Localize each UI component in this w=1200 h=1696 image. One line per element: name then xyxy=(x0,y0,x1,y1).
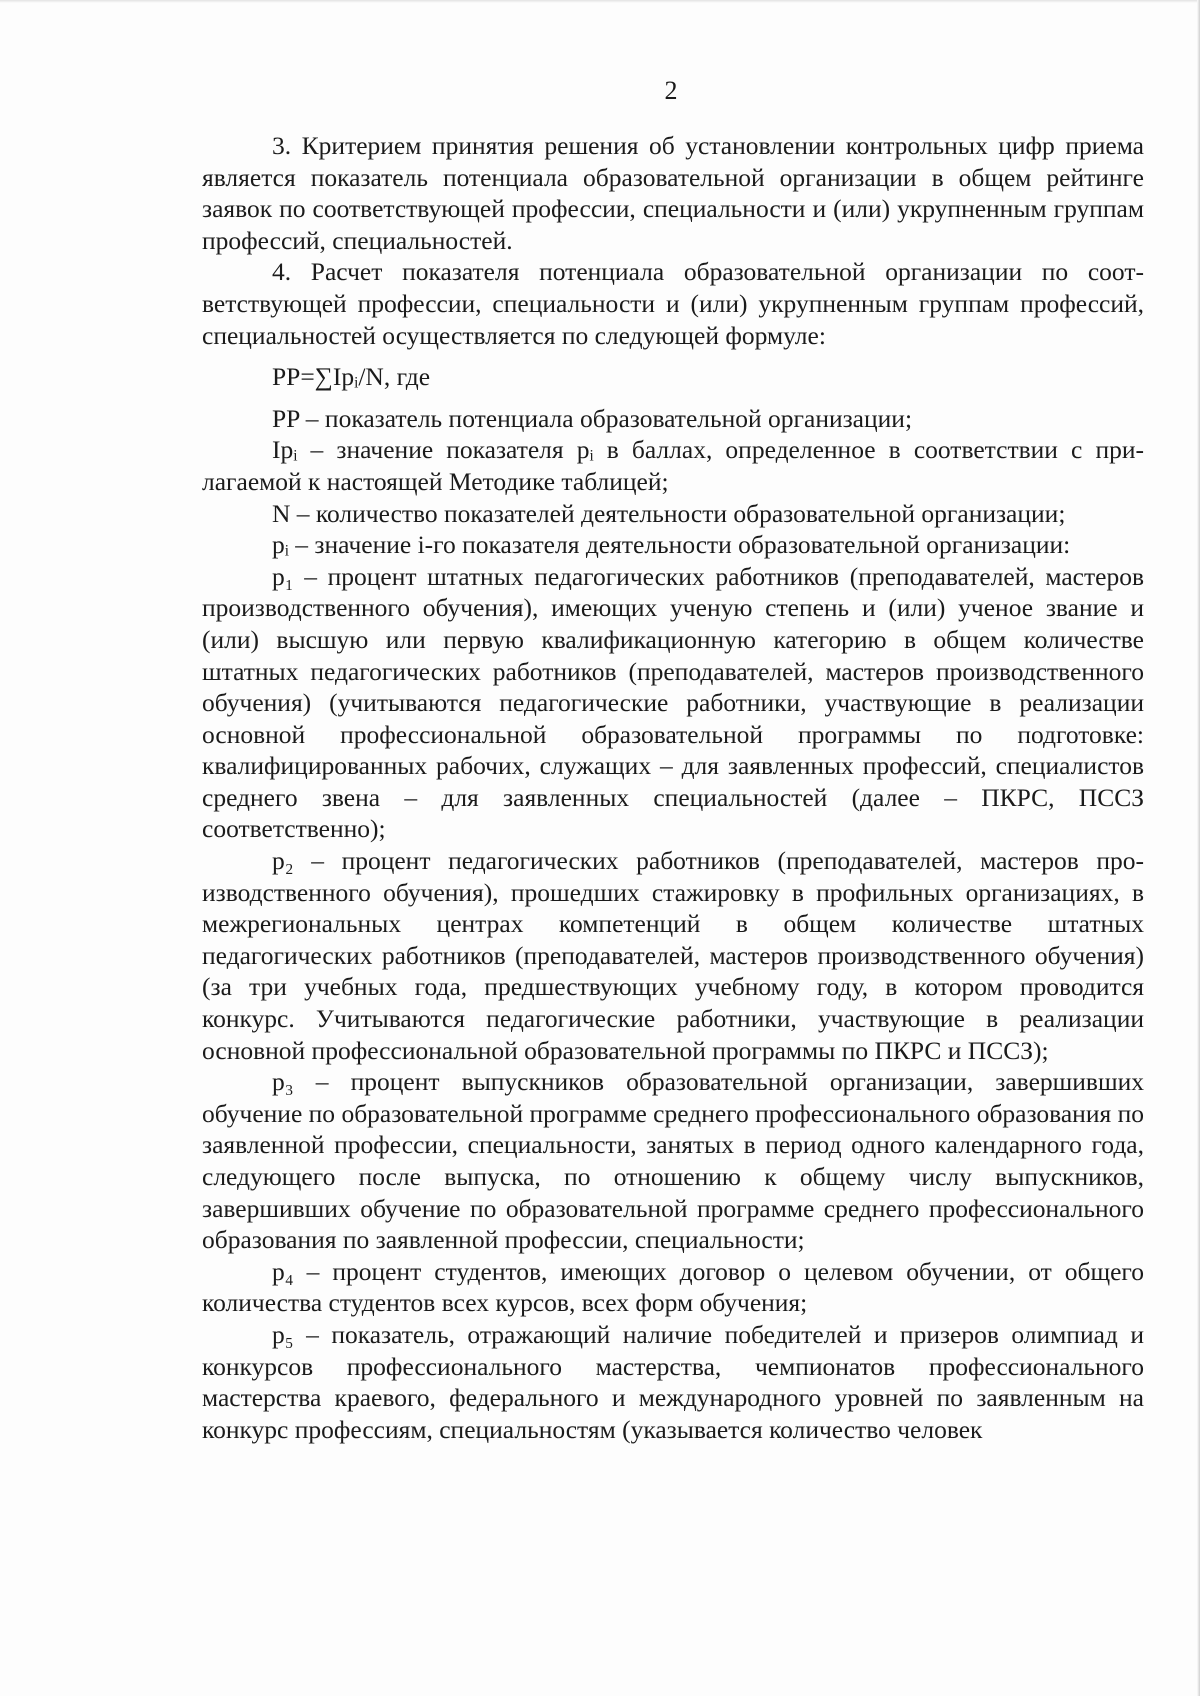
indicator-p4: p₄ – процент студентов, имеющих договор о целевом обучении, от общего количества студентов всех курсов, всех форм обучения; xyxy=(202,1256,1144,1318)
definition-pp: PP – показатель потенциала образовательной организации; xyxy=(272,403,913,433)
indicator-p1: p₁ – процент штатных педагогических работников (преподавателей, мастеров производственного обучения), имеющих ученую степень и (или) ученое звание и (или) высшую или первую квалификационную категорию в общем количестве штатных педагогических работников (преподавателей, мастеров производственного обучения) (учитываются педагогические работники, участвующие в реализации основной профессиональной образовательной программы по подготовке: квалифицированных рабочих, служащих – для заявленных профессий, специалистов среднего звена – для заявленных специальностей (далее – ПКРС, ПССЗ соответственно); xyxy=(202,561,1144,844)
formula: PP=∑Ipᵢ/N, где xyxy=(272,362,431,392)
definition-ipi: Ipᵢ – значение показателя pᵢ в баллах, определенное в соответствии с прилагаемой к настоящей Методике таблицей; xyxy=(202,435,1144,496)
document-body xyxy=(202,130,1144,1445)
paragraph-criterion: 3. Критерием принятия решения об установлении контрольных цифр приема является показатель потенциала образовательной организации в общем рейтинге заявок по соответствующей профессии, специальности и (или) укрупненным группам профессий, специальностей. xyxy=(202,131,1144,255)
definition-pi: pᵢ – значение i-го показателя деятельности образовательной организации: xyxy=(272,530,1071,560)
page-top-edge xyxy=(0,0,1200,3)
indicator-p3: p₃ – процент выпускников образовательной организации, завершивших обучение по образовательной программе среднего профессионального образования по заявленной профессии, специальности, занятых в период одного календарного года, следующего после выпуска, по отношению к общему числу выпускников, завершивших обучение по образовательной программе среднего профессионального образования по заявленной профессии, специальности; xyxy=(202,1067,1144,1255)
page-number: 2 xyxy=(664,76,678,105)
paragraph-calculation: 4. Расчет показателя потенциала образовательной организации по соответствующей профессии, специальности и (или) укрупненным группам профессий, специальностей осуществляется по следующей формуле: xyxy=(202,257,1144,350)
definition-n: N – количество показателей деятельности образовательной организации; xyxy=(272,498,1066,528)
indicator-p2: p₂ – процент педагогических работников (преподавателей, мастеров производственного обучения), прошедших стажировку в профильных организациях, в межрегиональных центрах компетенций в общем количестве штатных педагогических работников (преподавателей, мастеров производственного обучения) (за три учебных года, предшествующих учебному году, в котором проводится конкурс. Учитываются педагогические работники, участвующие в реализации основной профессиональной образовательной программы по ПКРС и ПССЗ); xyxy=(202,846,1144,1065)
indicator-p5: p₅ – показатель, отражающий наличие победителей и призеров олимпиад и конкурсов профессионального мастерства, чемпионатов профессионального мастерства краевого, федерального и международного уровней по заявленным на конкурс профессиям, специальностям (указывается количество человек xyxy=(202,1319,1144,1444)
